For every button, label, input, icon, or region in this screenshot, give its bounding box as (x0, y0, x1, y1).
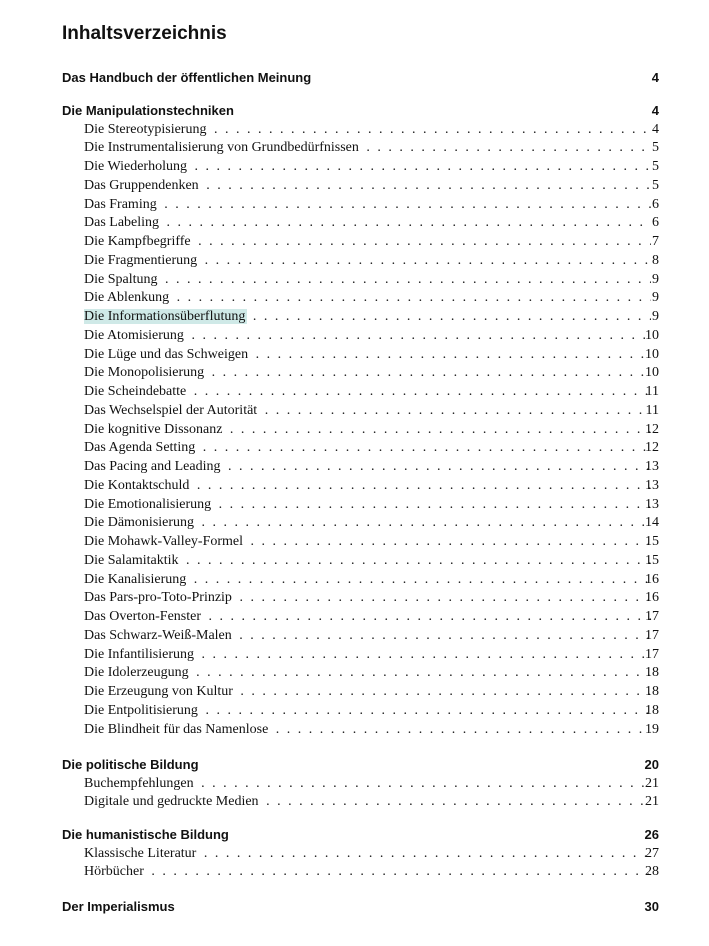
dot-leader (84, 495, 651, 514)
toc-section[interactable] (0, 682, 709, 701)
section-page-number: 28 (645, 864, 659, 880)
chapter-title: Die humanistische Bildung (62, 827, 229, 842)
section-title-highlighted: Die Informationsüberflutung (84, 309, 246, 325)
section-title: Die Fragmentierung (84, 252, 198, 268)
section-page-number: 18 (645, 702, 659, 718)
toc-section[interactable] (0, 176, 709, 195)
dot-leader (84, 663, 651, 682)
toc-section[interactable] (0, 588, 709, 607)
dot-leader (84, 862, 651, 881)
section-title: Digitale und gedruckte Medien (84, 794, 259, 810)
toc-section[interactable] (0, 862, 709, 881)
toc-chapter[interactable] (0, 101, 709, 120)
chapter-title: Das Handbuch der öffentlichen Meinung (62, 70, 312, 85)
toc-section[interactable] (0, 138, 709, 157)
toc-section[interactable] (0, 420, 709, 439)
section-title: Die Emotionalisierung (84, 496, 212, 512)
toc-section[interactable] (0, 195, 709, 214)
section-title: Das Pacing and Leading (84, 459, 221, 475)
section-title: Die Infantilisierung (84, 646, 195, 662)
toc-section[interactable] (0, 476, 709, 495)
dot-leader (84, 720, 651, 739)
dot-leader (84, 345, 651, 364)
toc-section[interactable] (0, 513, 709, 532)
section-page-number: 9 (652, 271, 659, 287)
toc-section[interactable] (0, 270, 709, 289)
chapter-title: Der Imperialismus (62, 899, 175, 914)
toc-section[interactable] (0, 663, 709, 682)
toc-section[interactable] (0, 495, 709, 514)
toc-section[interactable] (0, 438, 709, 457)
section-title: Das Schwarz-Weiß-Malen (84, 627, 232, 643)
section-title: Die Wiederholung (84, 159, 187, 175)
toc-chapter[interactable] (0, 897, 709, 916)
dot-leader (84, 551, 651, 570)
section-page-number: 6 (652, 196, 659, 212)
section-page-number: 10 (645, 346, 659, 362)
dot-leader (84, 570, 651, 589)
section-title: Die Instrumentalisierung von Grundbedürfnissen (84, 140, 359, 156)
toc-section[interactable] (0, 363, 709, 382)
dot-leader (84, 363, 651, 382)
dot-leader (84, 195, 651, 214)
section-page-number: 10 (645, 365, 659, 381)
section-title: Die Entpolitisierung (84, 702, 198, 718)
toc-section[interactable] (0, 213, 709, 232)
section-page-number: 9 (652, 290, 659, 306)
section-title: Hörbücher (84, 864, 144, 880)
chapter-page-number: 30 (644, 899, 659, 914)
dot-leader (84, 476, 651, 495)
toc-title: Inhaltsverzeichnis (62, 23, 227, 44)
toc-section[interactable] (0, 401, 709, 420)
dot-leader (84, 645, 651, 664)
section-page-number: 16 (645, 590, 659, 606)
section-page-number: 10 (645, 327, 659, 343)
dot-leader (84, 307, 651, 326)
section-title: Die Erzeugung von Kultur (84, 684, 233, 700)
toc-section[interactable] (0, 307, 709, 326)
dot-leader (84, 213, 651, 232)
dot-leader (84, 513, 651, 532)
section-title: Die Dämonisierung (84, 515, 195, 531)
section-page-number: 19 (645, 721, 659, 737)
section-page-number: 18 (645, 684, 659, 700)
dot-leader (84, 232, 651, 251)
section-page-number: 17 (645, 609, 659, 625)
section-page-number: 11 (645, 402, 659, 418)
dot-leader (84, 844, 651, 863)
section-title: Das Labeling (84, 215, 160, 231)
toc-section[interactable] (0, 626, 709, 645)
section-title: Die Idolerzeugung (84, 665, 189, 681)
section-title: Die Kampfbegriffe (84, 234, 191, 250)
section-page-number: 12 (645, 440, 659, 456)
dot-leader (84, 682, 651, 701)
toc-section[interactable] (0, 345, 709, 364)
toc-section[interactable] (0, 288, 709, 307)
section-page-number: 8 (652, 252, 659, 268)
dot-leader (84, 457, 651, 476)
toc-section[interactable] (0, 532, 709, 551)
section-page-number: 12 (645, 421, 659, 437)
section-page-number: 21 (645, 794, 659, 810)
toc-section[interactable] (0, 774, 709, 793)
chapter-page-number: 4 (651, 103, 659, 118)
section-title: Das Gruppendenken (84, 177, 199, 193)
toc-section[interactable] (0, 382, 709, 401)
section-title: Klassische Literatur (84, 845, 197, 861)
section-title: Das Overton-Fenster (84, 609, 202, 625)
toc-section[interactable] (0, 792, 709, 811)
section-title: Die kognitive Dissonanz (84, 421, 223, 437)
section-title: Die Monopolisierung (84, 365, 205, 381)
section-page-number: 13 (645, 496, 659, 512)
chapter-page-number: 20 (644, 757, 659, 772)
dot-leader (84, 157, 651, 176)
section-page-number: 7 (652, 234, 659, 250)
toc-section[interactable] (0, 251, 709, 270)
toc-section[interactable] (0, 701, 709, 720)
chapter-page-number: 4 (651, 70, 659, 85)
toc-section[interactable] (0, 326, 709, 345)
section-page-number: 16 (645, 571, 659, 587)
chapter-title: Die Manipulationstechniken (62, 103, 234, 118)
section-title: Das Wechselspiel der Autorität (84, 402, 258, 418)
section-title: Die Salamitaktik (84, 552, 179, 568)
dot-leader (84, 382, 651, 401)
toc-chapter[interactable] (0, 68, 709, 87)
dot-leader (84, 401, 651, 420)
dot-leader (84, 176, 651, 195)
section-page-number: 27 (645, 845, 659, 861)
chapter-page-number: 26 (644, 827, 659, 842)
dot-leader (84, 326, 651, 345)
section-title: Die Atomisierung (84, 327, 184, 343)
dot-leader (84, 288, 651, 307)
dot-leader (84, 438, 651, 457)
dot-leader (84, 792, 651, 811)
section-page-number: 5 (652, 140, 659, 156)
toc-section[interactable] (0, 157, 709, 176)
toc-section[interactable] (0, 720, 709, 739)
section-page-number: 15 (645, 534, 659, 550)
section-title: Die Mohawk-Valley-Formel (84, 534, 244, 550)
section-page-number: 18 (645, 665, 659, 681)
section-page-number: 5 (652, 159, 659, 175)
chapter-title: Die politische Bildung (62, 757, 199, 772)
section-title: Die Lüge und das Schweigen (84, 346, 249, 362)
section-page-number: 17 (645, 646, 659, 662)
dot-leader (84, 607, 651, 626)
toc-section[interactable] (0, 232, 709, 251)
section-page-number: 13 (645, 477, 659, 493)
dot-leader (84, 251, 651, 270)
toc-section[interactable] (0, 457, 709, 476)
toc-section[interactable] (0, 607, 709, 626)
section-title: Die Kontaktschuld (84, 477, 190, 493)
toc-section[interactable] (0, 844, 709, 863)
section-page-number: 21 (645, 775, 659, 791)
section-title: Das Agenda Setting (84, 440, 196, 456)
section-title: Die Stereotypisierung (84, 121, 207, 137)
dot-leader (84, 774, 651, 793)
section-page-number: 4 (652, 121, 659, 137)
section-title: Das Framing (84, 196, 157, 212)
section-title: Buchempfehlungen (84, 775, 194, 791)
section-page-number: 5 (652, 177, 659, 193)
dot-leader (84, 120, 651, 139)
section-page-number: 11 (645, 384, 659, 400)
dot-leader (84, 270, 651, 289)
section-page-number: 9 (652, 309, 659, 325)
dot-leader (84, 588, 651, 607)
section-page-number: 15 (645, 552, 659, 568)
section-page-number: 17 (645, 627, 659, 643)
section-title: Die Spaltung (84, 271, 158, 287)
toc-section[interactable] (0, 570, 709, 589)
toc-section[interactable] (0, 120, 709, 139)
toc-section[interactable] (0, 551, 709, 570)
dot-leader (84, 532, 651, 551)
section-title: Die Blindheit für das Namenlose (84, 721, 269, 737)
dot-leader (84, 701, 651, 720)
dot-leader (84, 626, 651, 645)
section-page-number: 14 (645, 515, 659, 531)
section-title: Die Kanalisierung (84, 571, 187, 587)
section-title: Die Scheindebatte (84, 384, 187, 400)
section-title: Die Ablenkung (84, 290, 170, 306)
section-page-number: 13 (645, 459, 659, 475)
section-title: Das Pars-pro-Toto-Prinzip (84, 590, 232, 606)
toc-chapter[interactable] (0, 755, 709, 774)
section-page-number: 6 (652, 215, 659, 231)
toc-chapter[interactable] (0, 825, 709, 844)
dot-leader (84, 420, 651, 439)
dot-leader (84, 138, 651, 157)
toc-section[interactable] (0, 645, 709, 664)
